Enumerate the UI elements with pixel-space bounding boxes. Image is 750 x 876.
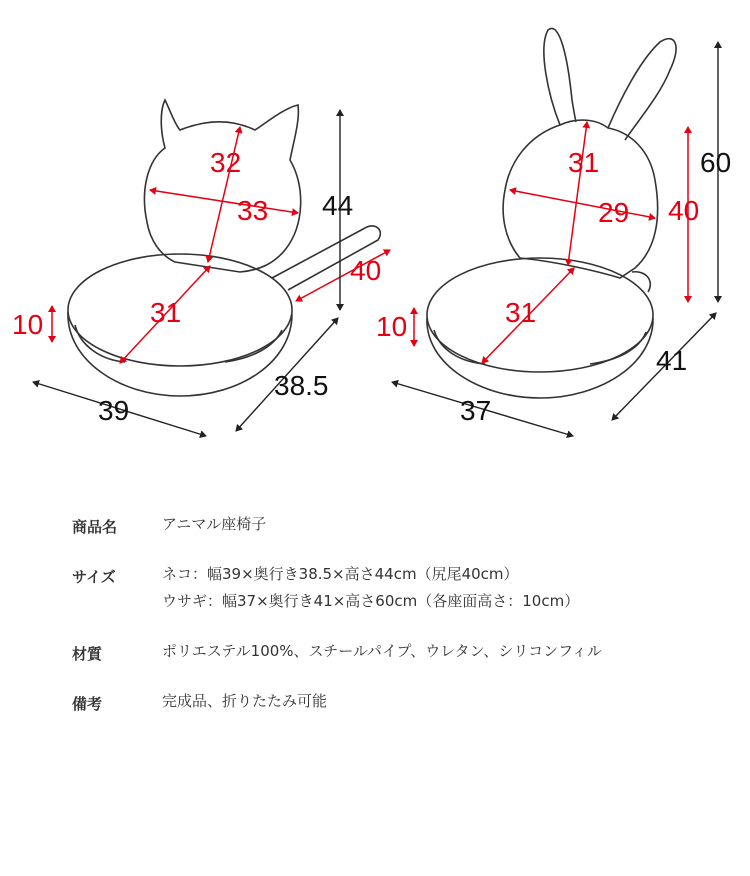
spec-label: サイズ [72,568,116,586]
spec-value: ネコ：幅39×奥行き38.5×高さ44cm（尻尾40cm） [162,565,519,583]
cat-back-width-label: 33 [237,195,269,226]
rabbit-seat-height-label: 10 [376,311,408,342]
spec-row-material [72,643,712,665]
spec-value: ウサギ：幅37×奥行き41×高さ60cm（各座面高さ：10cm） [162,592,580,610]
spec-value: 完成品、折りたたみ可能 [162,692,328,710]
spec-row-notes [72,693,712,715]
cat-tail-length-label: 40 [350,255,382,286]
cat-back-height-label: 32 [210,147,242,178]
rabbit-back-total-height-label: 40 [668,195,700,226]
rabbit-seat-top [427,258,653,372]
cat-back-outline [144,100,300,272]
rabbit-seat-depth-label: 31 [505,297,537,328]
spec-label: 商品名 [72,518,118,536]
cat-seat-depth-label: 31 [150,297,182,328]
cat-depth-label: 38.5 [274,370,329,401]
spec-row-product-name [72,516,712,538]
rabbit-width-label: 37 [460,395,492,426]
rabbit-depth-label: 41 [656,345,688,376]
rabbit-back-height-label: 31 [568,147,600,178]
rabbit-back-outline [503,120,658,278]
cat-total-height-label: 44 [322,190,354,221]
rabbit-back-width-label: 29 [598,197,630,228]
rabbit-chair [376,28,731,436]
cat-chair [12,100,390,436]
cat-seat-height-label: 10 [12,309,44,340]
spec-value: アニマル座椅子 [162,515,267,533]
cat-width-label: 39 [98,395,130,426]
rabbit-total-height-label: 60 [700,147,732,178]
spec-label: 材質 [72,645,103,663]
spec-value: ポリエステル100%、スチールパイプ、ウレタン、シリコンフィル [162,642,602,660]
spec-row-size [72,566,712,615]
spec-label: 備考 [72,695,103,713]
spec-table [72,516,712,743]
